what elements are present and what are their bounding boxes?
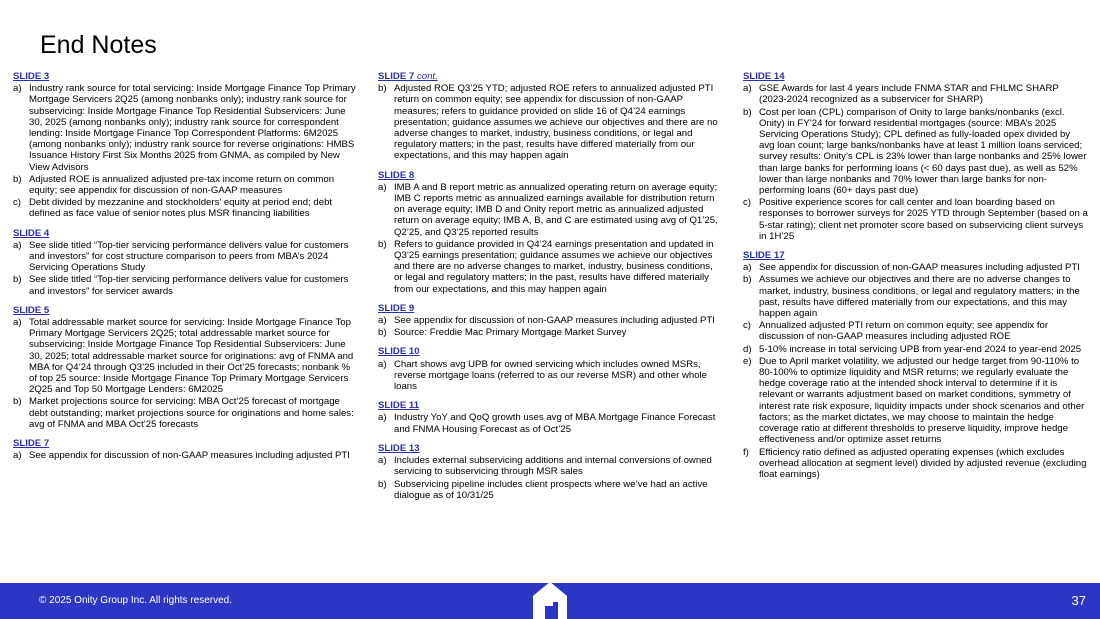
- note-item: [13, 174, 359, 196]
- note-letter: a): [378, 181, 387, 193]
- note-list: [13, 240, 359, 297]
- note-item: [13, 240, 359, 274]
- slide-heading-label: SLIDE 4: [13, 227, 50, 239]
- note-letter: a): [378, 412, 387, 424]
- note-item: [743, 83, 1088, 105]
- slide-heading-label: SLIDE 17: [743, 250, 785, 262]
- note-list: [13, 450, 359, 461]
- slide-heading: [378, 170, 722, 181]
- note-item: [378, 239, 722, 295]
- note-text: Debt divided by mezzanine and stockholders’ equity at period end; debt defined as face value of senior notes plus MSR financing liabilities: [29, 197, 333, 220]
- note-item: [743, 262, 1088, 273]
- slide-heading-label: SLIDE 7: [13, 438, 50, 450]
- note-letter: a): [743, 83, 752, 95]
- note-letter: e): [743, 355, 752, 367]
- note-item: [378, 359, 722, 393]
- note-letter: a): [13, 450, 22, 462]
- slide-heading: [378, 346, 722, 357]
- note-text: Chart shows avg UPB for owned servicing which includes owned MSRs, reverse mortgage loans (referred to as our reverse MSR) and other whole loans: [394, 358, 708, 393]
- note-item: [13, 274, 359, 296]
- note-item: [13, 197, 359, 219]
- note-letter: b): [378, 478, 387, 490]
- note-text: Market projections source for servicing: MBA Oct’25 forecast of mortgage debt outstanding; market projections source for originations and home sales: avg of FNMA and MBA Oct’25 forecasts: [29, 396, 354, 430]
- note-list: [378, 315, 722, 338]
- note-item: [13, 450, 359, 461]
- note-text: Cost per loan (CPL) comparison of Onity to large banks/nonbanks (excl. Onity) in FY’24 for forward residential mortgages (source: MBA’s 2025 Servicing Operations Study); CPL defined as fully-loaded opex divided by avg loan count; large banks/nonbanks have at least 1 million loans serviced; survey results: Onity’s CPL is 23% lower than large nonbanks and 25% lower than large banks for performing loans (< 60 days past due), as well as 52% lower than large nonbanks and 70% lower than large banks for non-performing loans (60+ days past due): [759, 106, 1087, 197]
- note-letter: c): [743, 320, 751, 332]
- note-text: Refers to guidance provided in Q4’24 earnings presentation and updated in Q3’25 earnings presentation; guidance assumes we achieve our objectives and there are no adverse changes to market, industry, business conditions, or legal and regulatory matters; in the past, results have differed materially from our expectations, and this may happen again: [394, 238, 714, 295]
- note-text: IMB A and B report metric as annualized operating return on average equity; IMB C reports metric as annualized earnings available for distribution return on average equity; IMB D and Onity report metric as annualized adjusted return on average equity; IMB A, B, and C are estimated using avg of Q1’25, Q2’25, and Q3’25 reported results: [394, 181, 718, 238]
- note-list: [378, 412, 722, 434]
- slide-heading: [378, 443, 722, 454]
- note-text: Includes external subservicing additions and internal conversions of owned servicing to subservicing through MSR sales: [394, 455, 712, 478]
- note-item: [378, 455, 722, 477]
- note-letter: d): [743, 343, 752, 355]
- note-letter: a): [378, 315, 387, 327]
- note-item: [743, 356, 1088, 446]
- slide-heading-label: SLIDE 10: [378, 346, 420, 358]
- onity-house-logo-icon: [529, 578, 571, 619]
- note-item: [743, 197, 1088, 242]
- note-item: [378, 479, 722, 501]
- note-letter: c): [13, 197, 21, 209]
- note-text: Industry YoY and QoQ growth uses avg of MBA Mortgage Finance Forecast and FNMA Housing Forecast as of Oct’25: [394, 412, 716, 435]
- note-letter: b): [743, 106, 752, 118]
- note-text: See appendix for discussion of non-GAAP measures including adjusted PTI: [759, 262, 1080, 274]
- note-list: [378, 83, 722, 161]
- note-list: [13, 83, 359, 219]
- note-item: [743, 274, 1088, 319]
- note-letter: a): [13, 83, 22, 95]
- slide-heading-label: SLIDE 9: [378, 302, 415, 314]
- slide-heading-label: SLIDE 8: [378, 169, 415, 181]
- note-text: Annualized adjusted PTI return on common equity; see appendix for discussion of non-GAAP measures including adjusted ROE: [759, 320, 1049, 343]
- note-letter: a): [13, 239, 22, 251]
- note-letter: b): [743, 274, 752, 286]
- note-letter: a): [378, 358, 387, 370]
- note-list: [743, 262, 1088, 480]
- note-text: Assumes we achieve our objectives and there are no adverse changes to market, industry, business conditions, or legal and regulatory matters; in the past, results have differed materially from our expectations, and this may happen again: [759, 274, 1080, 320]
- note-letter: b): [13, 274, 22, 286]
- slide-heading: [13, 71, 359, 82]
- note-text: Total addressable market source for servicing: Inside Mortgage Finance Top Primary Mortgage Servicers 2Q25; total addressable market source for subservicing: Inside Mortgage Finance Top Residential Subservicers: June 30, 2025; total addressable market source for originations: avg of FNMA and MBA for Q4’24 through Q3’25 included in their Oct’25 forecasts; nonbank % of top 25 source: Inside Mortgage Finance Top Primary Mortgage Servicers 2Q25 and Top 50 Mortgage Lenders: 6M2025: [29, 317, 354, 396]
- note-item: [13, 83, 359, 173]
- copyright-text: © 2025 Onity Group Inc. All rights reserved.: [39, 595, 233, 606]
- notes-column-1: [13, 71, 359, 463]
- note-item: [378, 412, 722, 434]
- note-text: Positive experience scores for call center and loan boarding based on responses to borrower surveys for 2025 YTD through September (based on a 5-star rating); client net promoter score based on subservicing client surveys in 1H’25: [759, 197, 1088, 242]
- note-item: [13, 396, 359, 430]
- slide-heading-label: SLIDE 14: [743, 71, 785, 82]
- note-text: Adjusted ROE Q3’25 YTD; adjusted ROE refers to annualized adjusted PTI return on common equity; see appendix for discussion of non-GAAP measures; refers to guidance provided on slide 16 of Q4’24 earnings presentation; guidance assumes we achieve our objectives and there are no adverse changes to market, industry, business conditions, or legal and regulatory matters; in the past, results have differed materially from our expectations, and this may happen again: [394, 83, 718, 162]
- note-text: Due to April market volatility, we adjusted our hedge target from 90-110% to 80-100% to optimize liquidity and MSR returns; we regularly evaluate the hedge coverage ratio at the intended shock interval to determine if it is relevant or warrants adjustment based on market conditions, symmetry of interest rate risk exposure, liquidity impacts under shock scenarios and other factors; as the market dictates, we may choose to maintain the hedge coverage ratio at different thresholds to preserve liquidity, improve hedge effectiveness and/or optimize asset returns: [759, 355, 1085, 446]
- page-title: End Notes: [40, 31, 157, 59]
- note-letter: f): [743, 446, 749, 458]
- slide-heading: [378, 400, 722, 411]
- note-letter: b): [378, 238, 387, 250]
- slide-heading-label: SLIDE 5: [13, 304, 50, 316]
- note-item: [378, 315, 722, 326]
- slide-heading: [13, 305, 359, 316]
- note-letter: a): [378, 455, 387, 467]
- note-list: [378, 455, 722, 501]
- note-letter: b): [13, 396, 22, 408]
- note-text: Source: Freddie Mac Primary Mortgage Market Survey: [394, 327, 627, 339]
- note-list: [743, 83, 1088, 242]
- slide-heading: [378, 71, 722, 82]
- note-item: [378, 327, 722, 338]
- slide-heading: [743, 250, 1088, 261]
- note-letter: a): [13, 317, 22, 329]
- note-item: [378, 83, 722, 161]
- slide-heading: [13, 228, 359, 239]
- note-item: [743, 320, 1088, 342]
- note-text: GSE Awards for last 4 years include FNMA STAR and FHLMC SHARP (2023-2024 recognized as a subservicer for SHARP): [759, 83, 1059, 106]
- note-item: [743, 447, 1088, 481]
- note-list: [13, 317, 359, 430]
- note-letter: b): [378, 327, 387, 339]
- note-text: See appendix for discussion of non-GAAP measures including adjusted PTI: [394, 315, 715, 327]
- slide-heading: [378, 303, 722, 314]
- note-letter: b): [13, 173, 22, 185]
- note-text: See slide titled “Top-tier servicing performance delivers value for customers and investors” for cost structure comparison to peers from MBA’s 2024 Servicing Operations Study: [29, 239, 349, 274]
- slide-heading-label: SLIDE 7: [378, 71, 415, 82]
- notes-column-3: [743, 71, 1088, 481]
- note-text: See appendix for discussion of non-GAAP measures including adjusted PTI: [29, 450, 350, 462]
- note-text: Subservicing pipeline includes client prospects where we’ve had an active dialogue as of 10/31/25: [394, 478, 708, 501]
- notes-column-2: [378, 71, 722, 502]
- note-item: [743, 107, 1088, 197]
- slide-heading-label: SLIDE 13: [378, 442, 420, 454]
- slide-heading-label: SLIDE 3: [13, 71, 50, 82]
- slide-heading: [743, 71, 1088, 82]
- note-item: [378, 182, 722, 238]
- note-letter: c): [743, 197, 751, 209]
- note-text: Adjusted ROE is annualized adjusted pre-tax income return on common equity; see appendix for discussion of non-GAAP measures: [29, 173, 335, 197]
- note-letter: a): [743, 262, 752, 274]
- footer-bar: [0, 583, 1100, 619]
- note-letter: b): [378, 83, 387, 95]
- note-list: [378, 359, 722, 393]
- note-text: Industry rank source for total servicing: Inside Mortgage Finance Top Primary Mortgage Servicers 2Q25 (among nonbanks only); industry rank source for subservicing: Inside Mortgage Finance Top Residential Subservicers: June 30, 2025 (among nonbanks only); industry rank source for correspondent lending: Inside Mortgage Finance Top Correspondent Platforms: 6M2025 (among nonbanks only); industry rank source for reverse originations: HMBS Issuance History First Six Months 2025 from GNMA, as compiled by New View Advisors: [29, 83, 356, 173]
- note-text: 5-10% increase in total servicing UPB from year-end 2024 to year-end 2025: [759, 343, 1082, 355]
- slide-heading: [13, 438, 359, 449]
- slide-heading-label: SLIDE 11: [378, 400, 420, 412]
- page-number: 37: [1071, 593, 1086, 608]
- note-text: See slide titled “Top-tier servicing performance delivers value for customers and investors” for servicer awards: [29, 274, 349, 297]
- note-item: [743, 344, 1088, 355]
- note-list: [378, 182, 722, 295]
- note-text: Efficiency ratio defined as adjusted operating expenses (which excludes overhead allocation at segment level) divided by adjusted revenue (excluding float earnings): [759, 446, 1087, 480]
- note-item: [13, 317, 359, 395]
- continued-label: cont.: [416, 71, 438, 82]
